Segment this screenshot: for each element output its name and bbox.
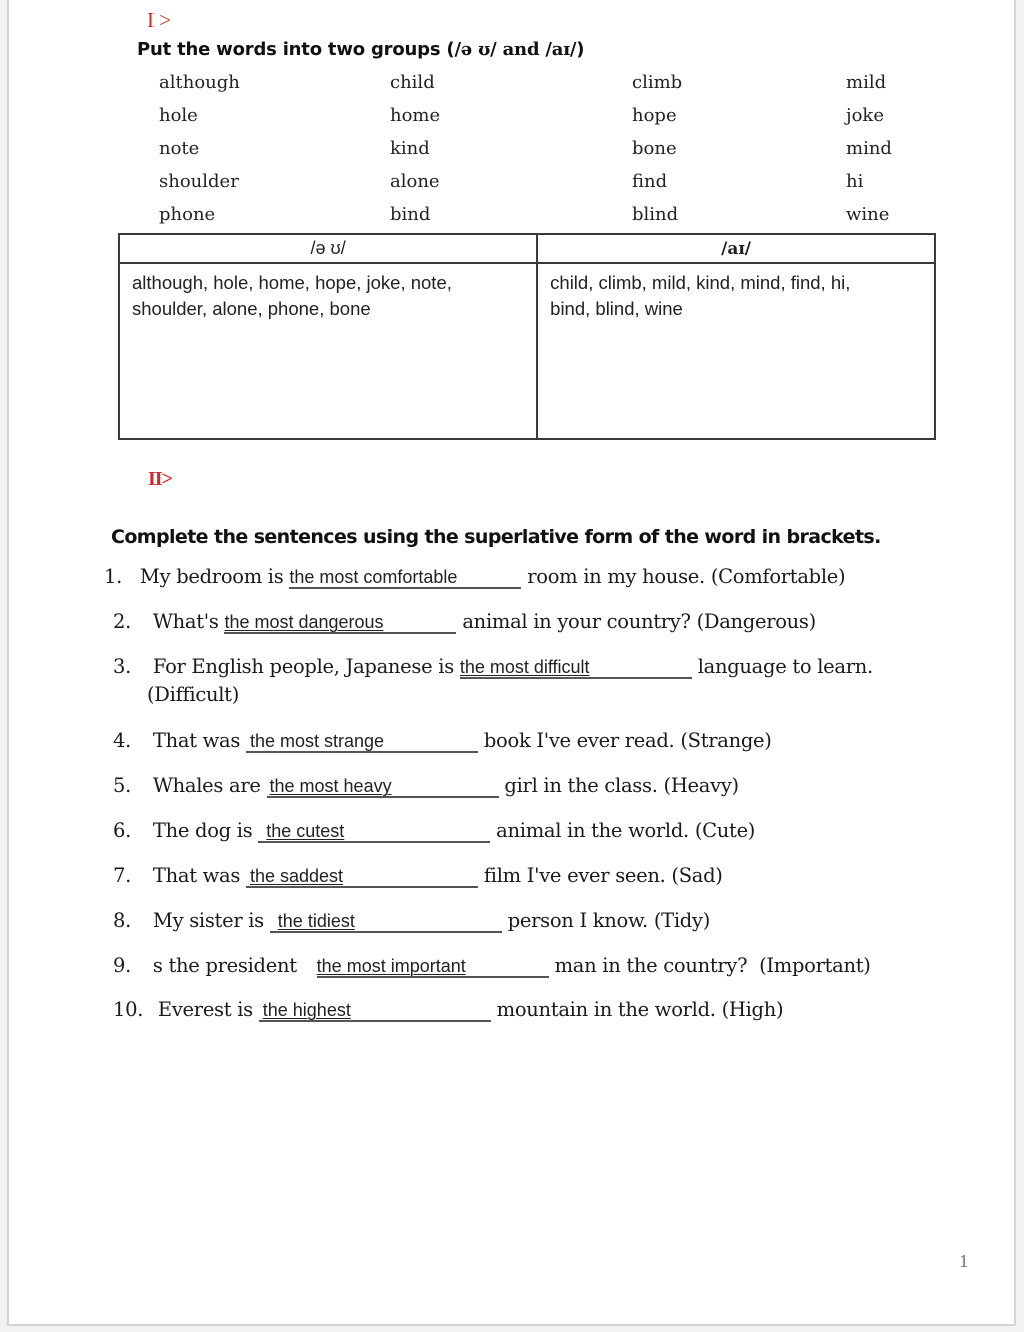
word-bank-word: joke	[846, 105, 884, 126]
word-bank-word: hope	[632, 105, 677, 126]
item-text-after: room in my house. (Comfortable)	[527, 565, 846, 588]
answer-blank[interactable]	[246, 732, 478, 753]
answer-blank[interactable]	[224, 613, 456, 634]
word-bank-word: shoulder	[159, 171, 239, 192]
item-text-after: person I know. (Tidy)	[507, 909, 711, 932]
page-number: 1	[959, 1252, 970, 1271]
item-number: 1.	[104, 565, 123, 588]
answer-text: the tidiest	[277, 911, 355, 931]
instruction-and: and	[496, 39, 546, 60]
instruction-suffix: )	[576, 39, 585, 60]
section-2-label: II>	[148, 468, 172, 490]
item-text-before: For English people, Japanese is	[152, 655, 454, 678]
item-number: 7.	[113, 864, 132, 887]
answer-text: the most strange	[249, 731, 385, 751]
item-number: 5.	[113, 774, 132, 797]
exercise-item	[113, 909, 710, 933]
item-text-before: That was	[152, 864, 241, 887]
word-bank-word: bind	[390, 204, 431, 225]
item-number: 10.	[113, 998, 144, 1021]
answer-blank[interactable]	[258, 822, 490, 843]
item-text-before: The dog is	[152, 819, 253, 842]
answer-text: the cutest	[266, 821, 345, 841]
item-text-before: s the president	[152, 954, 297, 977]
header-ou: /ə ʊ/	[119, 234, 537, 263]
answer-blank[interactable]	[289, 568, 521, 589]
cell-ou-words[interactable]	[119, 263, 537, 439]
word-bank-word: climb	[632, 72, 683, 93]
answer-blank[interactable]	[460, 658, 692, 679]
answer-text: the most heavy	[269, 776, 392, 796]
exercise-item	[113, 819, 755, 843]
word-bank-word: although	[159, 72, 240, 93]
sound-groups-table	[118, 233, 936, 440]
item-text-after: book I've ever read. (Strange)	[483, 729, 772, 752]
item-number: 6.	[113, 819, 132, 842]
item-number: 3.	[113, 655, 132, 678]
item-text-after: film I've ever seen. (Sad)	[483, 864, 723, 887]
word-bank-word: child	[390, 72, 435, 93]
exercise-item	[113, 954, 871, 978]
word-bank-word: wine	[846, 204, 890, 225]
item-text-after: animal in your country? (Dangerous)	[462, 610, 816, 633]
item-text-after: girl in the class. (Heavy)	[504, 774, 739, 797]
item-text-after: language to learn.	[697, 655, 873, 678]
word-bank-word: note	[159, 138, 200, 159]
answer-text: the highest	[262, 1000, 351, 1020]
answer-text: the most important	[316, 956, 466, 976]
word-bank-word: blind	[632, 204, 679, 225]
cell-line: although, hole, home, hope, joke, note,	[132, 272, 452, 293]
item-text-before: Everest is	[157, 998, 253, 1021]
item-number: 4.	[113, 729, 132, 752]
answer-blank[interactable]	[259, 1001, 491, 1022]
answer-blank[interactable]	[267, 777, 499, 798]
header-ai: /aɪ/	[537, 234, 935, 263]
item-number: 8.	[113, 909, 132, 932]
item-text-after: animal in the world. (Cute)	[496, 819, 756, 842]
item-number: 2.	[113, 610, 132, 633]
instruction-prefix: Put the words into two groups (	[137, 39, 455, 60]
word-bank-word: mild	[846, 72, 887, 93]
item-text-before: What's	[152, 610, 219, 633]
exercise-item	[113, 774, 739, 798]
answer-blank[interactable]	[246, 867, 478, 888]
section-1-instruction	[137, 39, 584, 60]
word-bank-word: bone	[632, 138, 677, 159]
item-text-continuation: (Difficult)	[147, 683, 240, 706]
item-text-before: My sister is	[152, 909, 264, 932]
cell-line: bind, blind, wine	[550, 298, 683, 319]
ipa-ou: /ə ʊ/	[454, 39, 497, 60]
answer-text: the saddest	[249, 866, 344, 886]
answer-text: the most comfortable	[289, 567, 458, 587]
word-bank-word: kind	[390, 138, 430, 159]
ipa-ai: /aɪ/	[545, 39, 577, 60]
item-text-before: Whales are	[152, 774, 261, 797]
section-1-label: I >	[147, 8, 172, 32]
item-text-before: My bedroom is	[139, 565, 284, 588]
exercise-item	[113, 610, 816, 634]
item-number: 9.	[113, 954, 132, 977]
word-bank-word: alone	[390, 171, 440, 192]
exercise-item	[104, 565, 845, 589]
word-bank-word: find	[632, 171, 668, 192]
answer-text: the most dangerous	[224, 612, 384, 632]
exercise-item	[113, 864, 723, 888]
exercise-item	[113, 998, 783, 1022]
exercise-item	[113, 655, 873, 679]
item-text-before: That was	[152, 729, 241, 752]
answer-text: the most difficult	[459, 657, 590, 677]
answer-blank[interactable]	[317, 957, 549, 978]
word-bank-word: hole	[159, 105, 198, 126]
cell-line: shoulder, alone, phone, bone	[132, 298, 371, 319]
answer-blank[interactable]	[270, 912, 502, 933]
cell-line: child, climb, mild, kind, mind, find, hi,	[550, 272, 851, 293]
word-bank-word: mind	[846, 138, 892, 159]
word-bank-word: phone	[159, 204, 216, 225]
cell-ai-words[interactable]	[537, 263, 935, 439]
word-bank-word: hi	[846, 171, 864, 192]
item-text-after: mountain in the world. (High)	[496, 998, 784, 1021]
item-text-after: man in the country? (Important)	[554, 954, 871, 977]
word-bank-word: home	[390, 105, 441, 126]
exercise-item	[113, 729, 772, 753]
section-2-instruction: Complete the sentences using the superlative form of the word in brackets.	[111, 526, 881, 548]
